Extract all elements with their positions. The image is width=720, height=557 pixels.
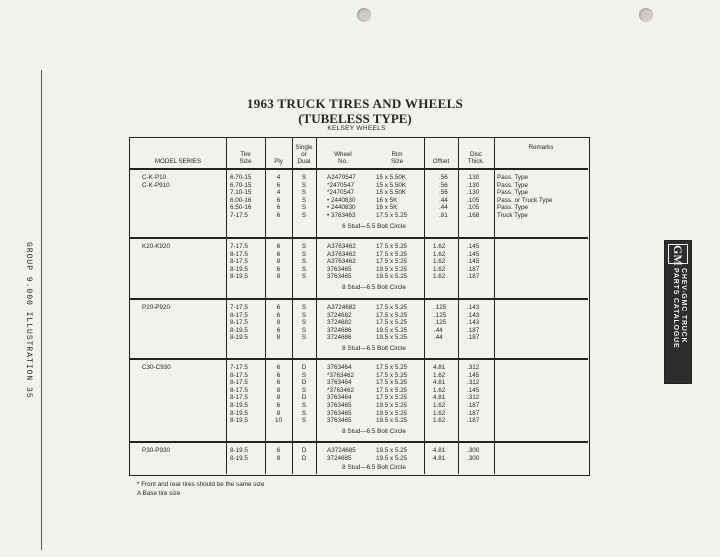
margin-label: GROUP 9.000 ILLUSTRATION 35 bbox=[24, 242, 33, 399]
punch-hole bbox=[357, 8, 371, 22]
wheel-no: A3763462 A3763462 A3763462 3763465 3763465 bbox=[327, 243, 356, 281]
single-dual: S S S S S S bbox=[301, 174, 307, 219]
group-rule bbox=[130, 237, 588, 239]
header-tire: Tire Size bbox=[239, 151, 252, 165]
group-rule bbox=[130, 298, 588, 300]
header-wheel: Wheel No. bbox=[334, 151, 352, 165]
tire-size: 6.70-15 6.70-15 7.10-15 6.00-16 6.50-16 7-17.5 bbox=[230, 174, 252, 219]
rim-size: 17.5 x 5.25 17.5 x 5.25 17.5 x 5.25 19.5 x 5.25 19.5 x 5.25 bbox=[376, 243, 408, 281]
bolt-circle: 8 Stud—6.5 Bolt Circle bbox=[342, 428, 406, 435]
wheel-no: A2470547 *2470547 *2470547 • 2440830 • 2440830 • 3763463 bbox=[327, 174, 356, 219]
header-single-dual: Single or Dual bbox=[295, 144, 313, 165]
bolt-circle: 8 Stud—6.5 Bolt Circle bbox=[342, 345, 406, 352]
column-divider bbox=[316, 138, 317, 474]
model-series: P30-P930 bbox=[142, 447, 171, 454]
disc-thick: .312 .145 .312 .145 .312 .187 .187 .187 bbox=[467, 364, 480, 425]
margin-rule bbox=[41, 70, 42, 550]
ply: 6 6 6 8 8 6 8 10 bbox=[274, 364, 282, 425]
offset: .125 .125 .125 .44 .44 bbox=[434, 304, 447, 342]
disc-thick: .143 .143 .143 .187 .187 bbox=[467, 304, 480, 342]
ply: 6 6 8 6 8 bbox=[276, 304, 281, 342]
column-divider bbox=[424, 138, 425, 474]
kelsey-label: KELSEY WHEELS bbox=[327, 125, 386, 132]
group-rule bbox=[130, 358, 588, 360]
gm-mark: GM bbox=[668, 244, 688, 264]
bolt-circle: 6 Stud—5.5 Bolt Circle bbox=[342, 223, 406, 230]
ply: 4 6 4 6 6 6 bbox=[276, 174, 281, 219]
single-dual: D S D S D S S S bbox=[301, 364, 307, 425]
model-series: K20-K920 bbox=[142, 243, 171, 250]
tire-size: 7-17.5 8-17.5 8-17.5 8-19.5 8-19.5 bbox=[230, 304, 248, 342]
footnote: A Base tire size bbox=[137, 490, 181, 497]
rim-size: 15 x 5.50K 15 x 5.50K 15 x 5.50K 16 x 5K 16 x 5K 17.5 x 5.25 bbox=[376, 174, 408, 219]
tire-size: 7-17.5 8-17.5 8-17.5 8-19.5 8-19.5 bbox=[230, 243, 248, 281]
footnote: * Front and rear tires should be the same size bbox=[137, 481, 265, 488]
bolt-circle: 8 Stud—6.5 Bolt Circle bbox=[342, 284, 406, 291]
model-series: C-K-P10 C-K-P910 bbox=[142, 174, 170, 189]
offset: 4.81 4.81 bbox=[433, 447, 446, 462]
wheel-table bbox=[129, 137, 590, 476]
single-dual: D D bbox=[301, 447, 307, 462]
logo-label: CHEV-GMC TRUCK PARTS CATALOGUE bbox=[672, 268, 687, 349]
rim-size: 19.5 x 5.25 19.5 x 5.25 bbox=[376, 447, 408, 462]
remarks: Pass. Type Pass. Type Pass. Type Pass. or Truck Type Pass. Type Truck Type bbox=[497, 174, 553, 219]
page-title: 1963 TRUCK TIRES AND WHEELS bbox=[246, 96, 464, 111]
bolt-circle: 8 Stud—6.5 Bolt Circle bbox=[342, 464, 406, 471]
disc-thick: .300 .300 bbox=[467, 447, 480, 462]
column-divider bbox=[458, 138, 459, 474]
tire-size: 7-17.5 8-17.5 8-17.5 8-17.5 8-17.5 8-19.5 8-19.5 8-19.5 bbox=[230, 364, 248, 425]
wheel-no: A3724685 3724685 bbox=[327, 447, 356, 462]
single-dual: S S S S S bbox=[301, 243, 307, 281]
model-series: P20-P920 bbox=[142, 304, 171, 311]
gm-logo bbox=[664, 240, 692, 384]
wheel-no: 3763464 *3763462 3763464 *3763462 3763464 3763465 3763465 3763465 bbox=[327, 364, 354, 425]
header-model: MODEL SERIES bbox=[154, 158, 202, 165]
disc-thick: .130 .130 .130 .105 .105 .168 bbox=[467, 174, 480, 219]
ply: 6 6 8 6 8 bbox=[276, 243, 281, 281]
tire-size: 8-19.5 8-19.5 bbox=[230, 447, 248, 462]
model-series: C30-C930 bbox=[142, 364, 171, 371]
header-offset: Offset bbox=[432, 158, 450, 165]
ply: 6 8 bbox=[276, 447, 281, 462]
page-subtitle: (TUBELESS TYPE) bbox=[298, 111, 412, 126]
rim-size: 17.5 x 5.25 17.5 x 5.25 17.5 x 5.25 19.5 x 5.25 19.5 x 5.25 bbox=[376, 304, 408, 342]
header-remarks: Remarks bbox=[528, 144, 554, 151]
rim-size: 17.5 x 5.25 17.5 x 5.25 17.5 x 5.25 17.5 x 5.25 17.5 x 5.25 19.5 x 5.25 19.5 x 5.25 19.5 x 5.25 bbox=[376, 364, 408, 425]
column-divider bbox=[494, 138, 495, 474]
header-rim: Rim Size bbox=[390, 151, 404, 165]
header-ply: Ply bbox=[274, 158, 283, 165]
offset: .56 .56 .56 .44 .44 .81 bbox=[439, 174, 448, 219]
punch-hole bbox=[639, 8, 653, 22]
offset: 1.62 1.62 1.62 1.62 1.62 bbox=[433, 243, 446, 281]
group-rule bbox=[130, 441, 588, 443]
offset: 4.81 1.62 4.81 1.62 4.81 1.62 1.62 1.62 bbox=[433, 364, 446, 425]
header-disc: Disc Thick. bbox=[467, 151, 485, 165]
single-dual: S S S S S bbox=[301, 304, 307, 342]
wheel-no: A3724682 3724682 3724682 3724686 3724686 bbox=[327, 304, 356, 342]
header-rule bbox=[130, 168, 588, 170]
disc-thick: .145 .145 .145 .187 .187 bbox=[467, 243, 480, 281]
column-divider bbox=[226, 138, 227, 474]
